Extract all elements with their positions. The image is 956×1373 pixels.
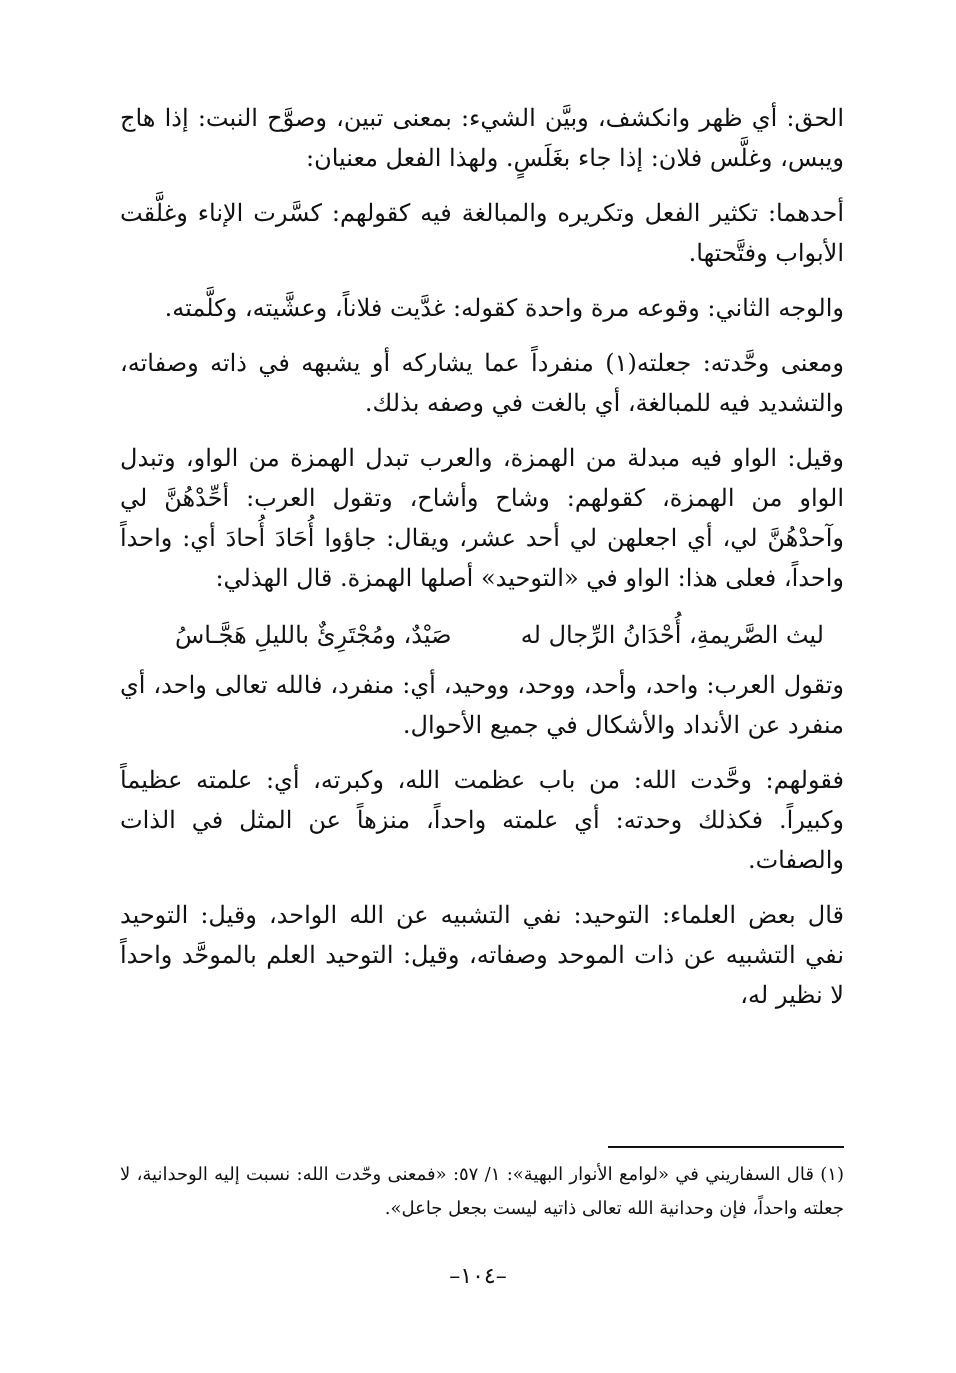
paragraph-5: وقيل: الواو فيه مبدلة من الهمزة، والعرب تبدل الهمزة من الواو، وتبدل الواو من الهمزة، كقولهم: وشاح وأشاح، وتقول العرب: أحِّدْهُنَّ لي وآحدْهُنَّ لي، أي اجعلهن لي أحد عشر، ويقال: جاؤوا أُحَادَ أُحادَ أي: واحداً واحداً، فعلى هذا: الواو في «التوحيد» أصلها الهمزة. قال الهذلي: — [120, 444, 844, 592]
verse-second-hemistich: صَيْدٌ، ومُجْتَرِئٌ بالليلِ هَجَّـاسُ — [175, 621, 452, 649]
page-number: –١٠٤– — [449, 1264, 507, 1289]
paragraph-7: فقولهم: وحَّدت الله: من باب عظمت الله، وكبرته، أي: علمته عظيماً وكبيراً. فكذلك وحدته: أي علمته واحداً، منزهاً عن المثل في الذات والصفات. — [120, 766, 844, 874]
poetry-verse — [120, 613, 844, 657]
footnote — [120, 1158, 844, 1226]
footnote-separator — [608, 1146, 844, 1148]
paragraph-2: أحدهما: تكثير الفعل وتكريره والمبالغة فيه كقولهم: كسَّرت الإناء وغلَّقت الأبواب وفتَّحتها. — [120, 199, 844, 267]
paragraph-4: ومعنى وحَّدته: جعلته(١) منفرداً عما يشاركه أو يشبهه في ذاته وصفاته، والتشديد فيه للمبالغة، أي بالغت في وصفه بذلك. — [120, 349, 845, 417]
paragraph-6: وتقول العرب: واحد، وأحد، ووحد، ووحيد، أي: منفرد، فالله تعالى واحد، أي منفرد عن الأنداد والأشكال في جميع الأحوال. — [120, 671, 844, 739]
page-body — [120, 98, 844, 1030]
paragraph-3: والوجه الثاني: وقوعه مرة واحدة كقوله: غدَّيت فلاناً، وعشَّيته، وكلَّمته. — [164, 294, 844, 322]
footnote-text: (١) قال السفاريني في «لوامع الأنوار البهية»: ١/ ٥٧: «فمعنى وحّدت الله: نسبت إليه الوحدانية، لا جعلته واحداً، فإن وحدانية الله تعالى ذاتيه ليست بجعل جاعل». — [120, 1164, 844, 1219]
paragraph-1: الحق: أي ظهر وانكشف، وبيَّن الشيء: بمعنى تبين، وصوَّح النبت: إذا هاج ويبس، وغلَّس فلان: إذا جاء بغَلَسٍ. ولهذا الفعل معنيان: — [120, 104, 845, 172]
verse-first-hemistich: ليث الصَّريمةِ، أُحْدَانُ الرِّجال له — [520, 621, 824, 649]
paragraph-8: قال بعض العلماء: التوحيد: نفي التشبيه عن الله الواحد، وقيل: التوحيد نفي التشبيه عن ذات الموحد وصفاته، وقيل: التوحيد العلم بالموحَّد واحداً لا نظير له، — [120, 901, 845, 1009]
